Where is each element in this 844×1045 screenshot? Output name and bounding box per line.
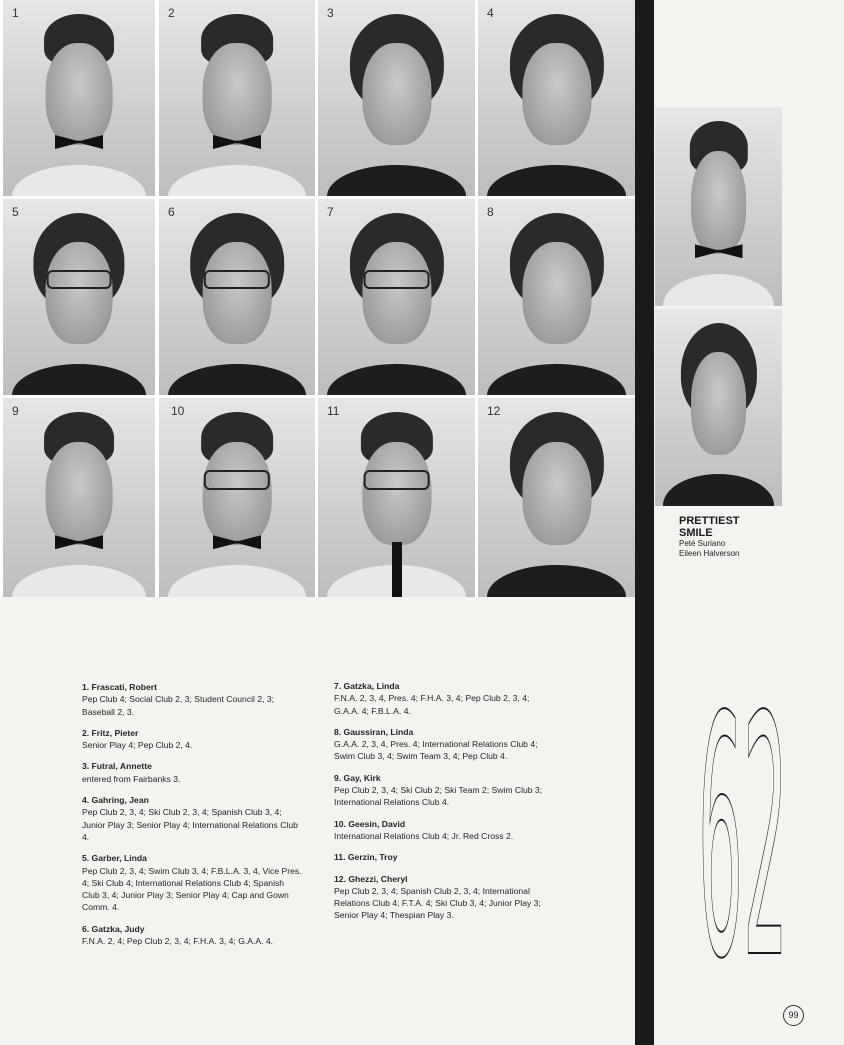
student-activities: Senior Play 4; Pep Club 2, 4. <box>82 740 193 751</box>
page-divider <box>635 0 654 1045</box>
photo-number: 6 <box>168 205 175 219</box>
award-title-line1: PRETTIEST <box>679 515 740 527</box>
award-title-line2: SMILE <box>679 527 713 539</box>
student-activities: G.A.A. 2, 3, 4, Pres. 4; International Relations Club 4; Swim Club 3, 4; Swim Team 3, 4; Pep Club 4. <box>334 739 538 762</box>
glasses-icon <box>363 270 430 290</box>
face <box>203 242 272 344</box>
entry-item <box>334 772 556 809</box>
award-portrait-boy <box>655 107 782 306</box>
face <box>362 442 431 545</box>
portrait-12 <box>478 398 635 597</box>
drape <box>327 165 465 196</box>
student-name: 12. Ghezzi, Cheryl <box>334 873 408 884</box>
drape <box>327 364 465 395</box>
photo-number: 3 <box>327 6 334 20</box>
student-name: 4. Gahring, Jean <box>82 795 149 806</box>
senior-activities-right <box>334 680 556 931</box>
student-activities: Pep Club 2, 3, 4; Ski Club 2; Ski Team 2; Swim Club 3; International Relations Club 4. <box>334 785 543 808</box>
student-activities: Pep Club 2, 3, 4; Ski Club 2, 3, 4; Spanish Club 3, 4; Junior Play 3; Senior Play 4; International Relations Club 4. <box>82 807 298 842</box>
student-activities: F.N.A. 2, 3, 4, Pres. 4; F.H.A. 3, 4; Pep Club 2, 3, 4; G.A.A. 4; F.B.L.A. 4. <box>334 693 530 716</box>
drape <box>12 364 146 395</box>
glasses-icon <box>363 470 430 490</box>
entry-item <box>82 681 304 718</box>
face <box>203 43 272 145</box>
face <box>46 242 113 344</box>
student-activities: F.N.A. 2, 4; Pep Club 2, 3, 4; F.H.A. 3, 4; G.A.A. 4. <box>82 936 274 947</box>
portrait-10 <box>159 398 315 597</box>
entry-item <box>82 760 304 785</box>
award-portrait-girl <box>655 309 782 506</box>
portrait-5 <box>3 199 155 395</box>
portrait-11 <box>318 398 475 597</box>
face <box>691 151 747 254</box>
student-activities: Pep Club 4; Social Club 2, 3; Student Council 2, 3; Baseball 2, 3. <box>82 694 275 717</box>
face <box>522 442 591 545</box>
student-name: 6. Gatzka, Judy <box>82 923 145 934</box>
entry-item <box>82 923 304 948</box>
drape <box>487 565 625 597</box>
face <box>522 242 591 344</box>
portrait-3 <box>318 0 475 196</box>
entry-item <box>82 727 304 752</box>
portrait-grid <box>0 0 635 597</box>
jacket <box>663 274 775 306</box>
photo-number: 11 <box>327 404 340 418</box>
student-activities: Pep Club 2, 3, 4; Spanish Club 2, 3, 4; International Relations Club 4; F.T.A. 4; Ski Club 3, 4; Junior Play 3; Senior Play 4; Thespian Play 3. <box>334 885 541 921</box>
student-activities: entered from Fairbanks 3. <box>82 773 181 784</box>
jacket <box>12 165 146 196</box>
drape <box>168 364 305 395</box>
student-activities: International Relations Club 4; Jr. Red Cross 2. <box>334 830 514 841</box>
jacket <box>168 165 305 196</box>
face <box>203 442 272 545</box>
student-name: 5. Garber, Linda <box>82 853 147 864</box>
award-winner-2: Eileen Halverson <box>679 549 740 558</box>
photo-number: 1 <box>12 6 19 20</box>
portrait-7 <box>318 199 475 395</box>
student-activities: Pep Club 2, 3, 4; Swim Club 3, 4; F.B.L.A. 3, 4, Vice Pres. 4; Ski Club 4; International Relations Club 4; Spanish Club 3, 4; Junior Play 3; Senior Play 4; Cap and Gown Comm. 4. <box>82 865 302 913</box>
student-name: 11. Gerzin, Troy <box>334 852 398 863</box>
drape <box>487 364 625 395</box>
face <box>522 43 591 145</box>
glasses-icon <box>204 470 270 490</box>
face <box>362 43 431 145</box>
student-name: 10. Geesin, David <box>334 818 406 829</box>
entry-item <box>82 794 304 843</box>
photo-number: 9 <box>12 404 19 418</box>
portrait-6 <box>159 199 315 395</box>
photo-number: 2 <box>168 6 175 20</box>
class-year-text: 62 <box>698 683 788 959</box>
face <box>46 442 113 545</box>
photo-number: 10 <box>171 404 185 418</box>
student-name: 1. Frascati, Robert <box>82 682 157 692</box>
face <box>362 242 431 344</box>
photo-number: 5 <box>12 205 19 219</box>
award-caption <box>679 515 740 559</box>
drape <box>663 474 775 506</box>
photo-number: 4 <box>487 6 494 20</box>
glasses-icon <box>47 270 112 290</box>
necktie-icon <box>392 542 402 597</box>
entry-item <box>334 851 556 863</box>
photo-number: 7 <box>327 205 334 219</box>
student-name: 8. Gaussiran, Linda <box>334 726 414 737</box>
photo-number: 8 <box>487 205 494 219</box>
face <box>46 43 113 145</box>
portrait-2 <box>159 0 315 196</box>
entry-item <box>334 818 556 843</box>
student-name: 7. Gatzka, Linda <box>334 681 400 691</box>
entry-item <box>82 852 304 913</box>
portrait-8 <box>478 199 635 395</box>
student-name: 9. Gay, Kirk <box>334 772 381 783</box>
drape <box>487 165 625 196</box>
portrait-9 <box>3 398 155 597</box>
portrait-1 <box>3 0 155 196</box>
face <box>691 352 747 454</box>
entry-item <box>334 726 556 763</box>
glasses-icon <box>204 270 270 290</box>
entry-item <box>334 680 556 717</box>
portrait-4 <box>478 0 635 196</box>
award-winner-1: Peté Suriano <box>679 539 726 548</box>
class-year-62 <box>697 683 789 959</box>
page-number: 99 <box>783 1005 804 1026</box>
entry-item <box>334 873 556 922</box>
student-name: 2. Fritz, Pieter <box>82 727 139 738</box>
jacket <box>12 565 146 597</box>
jacket <box>168 565 305 597</box>
student-name: 3. Futral, Annette <box>82 761 152 772</box>
senior-activities-left <box>82 681 304 956</box>
photo-number: 12 <box>487 404 501 418</box>
